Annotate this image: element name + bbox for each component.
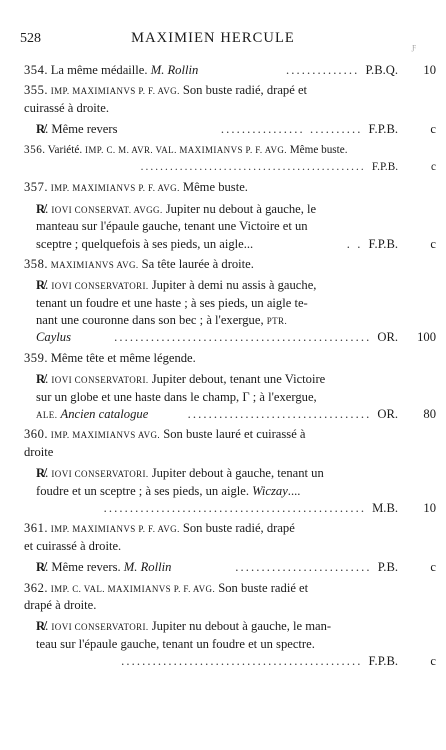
text-span: Jupiter à demi nu assis à gauche, <box>148 278 317 293</box>
text-span: . <box>44 521 51 536</box>
entry-number: 360 <box>24 427 45 442</box>
entry-text <box>24 256 254 274</box>
text-span: cuirassé à droite. <box>24 100 109 115</box>
text-span: Jupiter debout, tenant une Victoire <box>148 372 326 387</box>
legend-text: IMP. C. VAL. MAXIMIANVS P. F. AVG. <box>50 583 216 594</box>
text-span: . <box>44 83 51 98</box>
reverse-symbol: R̸ <box>36 201 46 216</box>
entry-line <box>0 653 446 670</box>
metal-denomination: F.P.B. <box>371 160 398 173</box>
entry-text <box>24 580 308 598</box>
entry-line <box>0 100 446 117</box>
entry-text <box>36 277 316 295</box>
entry-number: 359 <box>24 350 45 365</box>
source-name: Ancien catalogue <box>60 407 149 422</box>
entry-text <box>36 483 300 500</box>
entry-number: 361 <box>24 521 45 536</box>
legend-text: IMP. MAXIMIANVS AVG. <box>50 430 161 441</box>
legend-text: IOVI CONSERVATORI. <box>51 375 149 386</box>
value-rating: c <box>430 236 436 251</box>
dot-leader: .......... ................ <box>220 122 363 137</box>
dot-leader: .............. <box>285 63 360 77</box>
reverse-symbol: R̸ <box>36 278 46 293</box>
entry-heading-line <box>0 142 446 159</box>
entry-text <box>36 559 171 576</box>
entry-number: 354 <box>24 63 45 77</box>
entry-line <box>0 597 446 614</box>
text-span: Sa tête laurée à droite. <box>138 256 254 271</box>
text-span: . Même revers. <box>45 560 124 575</box>
text-span: manteau sur l'épaule gauche, tenant une Victoire et un <box>36 219 308 234</box>
entry-text <box>24 62 198 79</box>
entry-heading-line <box>0 520 446 537</box>
entry-line <box>0 312 446 329</box>
text-span: drapé à droite. <box>24 597 97 612</box>
dot-leader: ................................... <box>187 407 372 422</box>
legend-text: IMP. C. M. AVR. VAL. MAXIMIANVS P. F. AVG. <box>84 144 287 155</box>
entry-heading-line <box>0 62 446 79</box>
entry-text <box>36 312 287 330</box>
entry-line <box>0 465 446 482</box>
entry-text <box>36 201 316 219</box>
entry-number: 357 <box>24 180 45 195</box>
entry-text <box>24 597 96 614</box>
entry-text <box>36 389 317 406</box>
reverse-symbol: R̸ <box>36 466 46 481</box>
entry-text <box>36 406 148 424</box>
entry-number: 356 <box>24 143 43 156</box>
catalogue-entry <box>0 179 446 253</box>
text-span: Même buste. <box>286 143 348 156</box>
text-span: Son buste radié, drapé et <box>179 83 308 98</box>
catalogue-entry <box>0 350 446 424</box>
legend-text: IMP. MAXIMIANVS P. F. AVG. <box>50 183 180 194</box>
entry-line <box>0 218 446 235</box>
entry-line <box>0 371 446 388</box>
entry-text <box>36 329 71 346</box>
entry-text <box>24 100 109 117</box>
entry-text <box>36 371 325 389</box>
reverse-symbol: R̸ <box>36 619 46 634</box>
metal-denomination: F.P.B. <box>368 236 398 251</box>
text-span: foudre et un sceptre ; à ses pieds, un aigle. <box>36 483 253 498</box>
text-span: . <box>44 580 51 595</box>
metal-denomination: OR. <box>377 330 398 345</box>
text-span: teau sur l'épaule gauche, tenant un foudre et un spectre. <box>36 636 315 651</box>
entry-line <box>0 500 446 517</box>
entry-heading-line <box>0 256 446 273</box>
entry-heading-line <box>0 82 446 99</box>
entry-text <box>36 121 118 138</box>
entry-line <box>0 277 446 294</box>
text-span: . Variété. <box>42 143 85 156</box>
text-span: . <box>45 372 52 387</box>
dot-leader: .................................................. <box>103 500 367 515</box>
metal-denomination: OR. <box>377 407 398 422</box>
text-span: . La même médaille. <box>44 63 151 77</box>
entry-text <box>24 538 121 555</box>
entry-line <box>0 559 446 576</box>
value-rating: 10 <box>423 63 436 77</box>
text-span: Même buste. <box>179 180 248 195</box>
text-span: tenant un foudre et une haste ; à ses pieds, un aigle te- <box>36 295 308 310</box>
value-rating: 10 <box>423 500 436 515</box>
value-rating: 100 <box>417 330 436 345</box>
legend-text: IMP. MAXIMIANVS P. F. AVG. <box>50 86 180 97</box>
entry-text <box>36 618 331 636</box>
catalogue-entry <box>0 256 446 347</box>
text-span: et cuirassé à droite. <box>24 538 122 553</box>
text-span: . <box>45 278 52 293</box>
legend-text: IMP. MAXIMIANVS P. F. AVG. <box>50 524 180 535</box>
entry-text <box>24 444 53 461</box>
page-number: 528 <box>20 31 41 46</box>
source-name: Caylus <box>36 330 71 345</box>
entry-heading-line <box>0 580 446 597</box>
legend-text: IOVI CONSERVATORI. <box>51 622 149 633</box>
text-span: Jupiter nu debout à gauche, le <box>162 201 317 216</box>
entry-line <box>0 236 446 253</box>
legend-text: IOVI CONSERVAT. AVGG. <box>51 204 163 215</box>
entry-number: 355 <box>24 83 45 98</box>
source-name: M. Rollin <box>123 560 172 575</box>
entry-line <box>0 406 446 423</box>
value-rating: c <box>430 654 436 669</box>
metal-denomination: P.B.Q. <box>365 63 398 77</box>
legend-text: PTR. <box>266 316 288 327</box>
value-rating: c <box>431 160 436 173</box>
entry-text <box>36 465 324 483</box>
reverse-symbol: R̸ <box>36 372 46 387</box>
source-name: M. Rollin <box>150 63 199 77</box>
legend-text: ALE. <box>36 410 58 421</box>
legend-text: IOVI CONSERVATORI. <box>51 281 149 292</box>
dot-leader: ................................................. <box>114 330 372 345</box>
reverse-symbol: R̸ <box>36 560 46 575</box>
text-span: Son buste lauré et cuirassé à <box>160 427 306 442</box>
entry-number: 362 <box>24 580 45 595</box>
legend-text: IOVI CONSERVATORI. <box>51 469 149 480</box>
entry-text <box>36 218 308 235</box>
entry-line <box>0 389 446 406</box>
text-span: . <box>44 427 51 442</box>
text-span: .... <box>287 483 301 498</box>
entry-heading-line <box>0 350 446 367</box>
entry-text <box>24 82 307 100</box>
entry-line <box>0 444 446 461</box>
text-span: . Même revers <box>45 122 118 137</box>
page-header <box>20 30 416 52</box>
catalogue-entry <box>0 62 446 79</box>
dot-leader: .............................................. <box>140 160 366 173</box>
entry-text <box>24 142 348 159</box>
catalogue-entry <box>0 142 446 177</box>
metal-denomination: M.B. <box>372 500 398 515</box>
metal-denomination: P.B. <box>377 560 398 575</box>
text-span: sur un globe et une haste dans le champ, Γ ; à l'exergue, <box>36 389 317 404</box>
text-span: . <box>44 180 51 195</box>
catalogue-entry <box>0 520 446 576</box>
corner-mark: Ƒ <box>412 44 416 52</box>
entry-line <box>0 159 446 176</box>
entry-line <box>0 295 446 312</box>
catalogue-entry <box>0 580 446 671</box>
text-span: . <box>45 619 52 634</box>
text-span: . Même tête et même légende. <box>44 350 196 365</box>
metal-denomination: F.P.B. <box>368 654 398 669</box>
value-rating: 80 <box>423 407 436 422</box>
entry-number: 358 <box>24 256 45 271</box>
dot-leader: .............................................. <box>121 654 363 669</box>
value-rating: c <box>430 122 436 137</box>
entry-line <box>0 329 446 346</box>
entry-heading-line <box>0 426 446 443</box>
catalogue-entry <box>0 426 446 517</box>
text-span: Jupiter debout à gauche, tenant un <box>148 466 324 481</box>
entry-text <box>24 179 248 197</box>
entry-text <box>24 426 306 444</box>
text-span: sceptre ; quelquefois à ses pieds, un aigle... <box>36 236 254 251</box>
text-span: nant une couronne dans son bec ; à l'exergue, <box>36 313 267 328</box>
legend-text: MAXIMIANVS AVG. <box>50 259 139 270</box>
entry-line <box>0 121 446 138</box>
text-span: . <box>45 201 52 216</box>
entry-line <box>0 538 446 555</box>
source-name: Wiczay <box>252 483 288 498</box>
entry-heading-line <box>0 179 446 196</box>
entry-line <box>0 483 446 500</box>
text-span: . <box>45 466 52 481</box>
text-span: Jupiter nu debout à gauche, le man- <box>148 619 332 634</box>
entry-text <box>24 520 295 538</box>
entry-text <box>36 236 253 253</box>
entry-line <box>0 636 446 653</box>
catalogue-entries <box>0 62 446 674</box>
text-span: . <box>44 256 51 271</box>
entry-text <box>36 295 308 312</box>
entry-line <box>0 201 446 218</box>
running-title: MAXIMIEN HERCULE <box>131 30 295 46</box>
metal-denomination: F.P.B. <box>368 122 398 137</box>
entry-line <box>0 618 446 635</box>
reverse-symbol: R̸ <box>36 122 46 137</box>
catalogue-entry <box>0 82 446 138</box>
dot-leader: .......................... <box>235 560 372 575</box>
entry-text <box>36 636 315 653</box>
text-span: Son buste radié et <box>215 580 309 595</box>
text-span: Son buste radié, drapé <box>179 521 295 536</box>
dot-leader: . . <box>346 236 363 251</box>
text-span: droite <box>24 444 54 459</box>
entry-text <box>24 350 196 367</box>
value-rating: c <box>430 560 436 575</box>
